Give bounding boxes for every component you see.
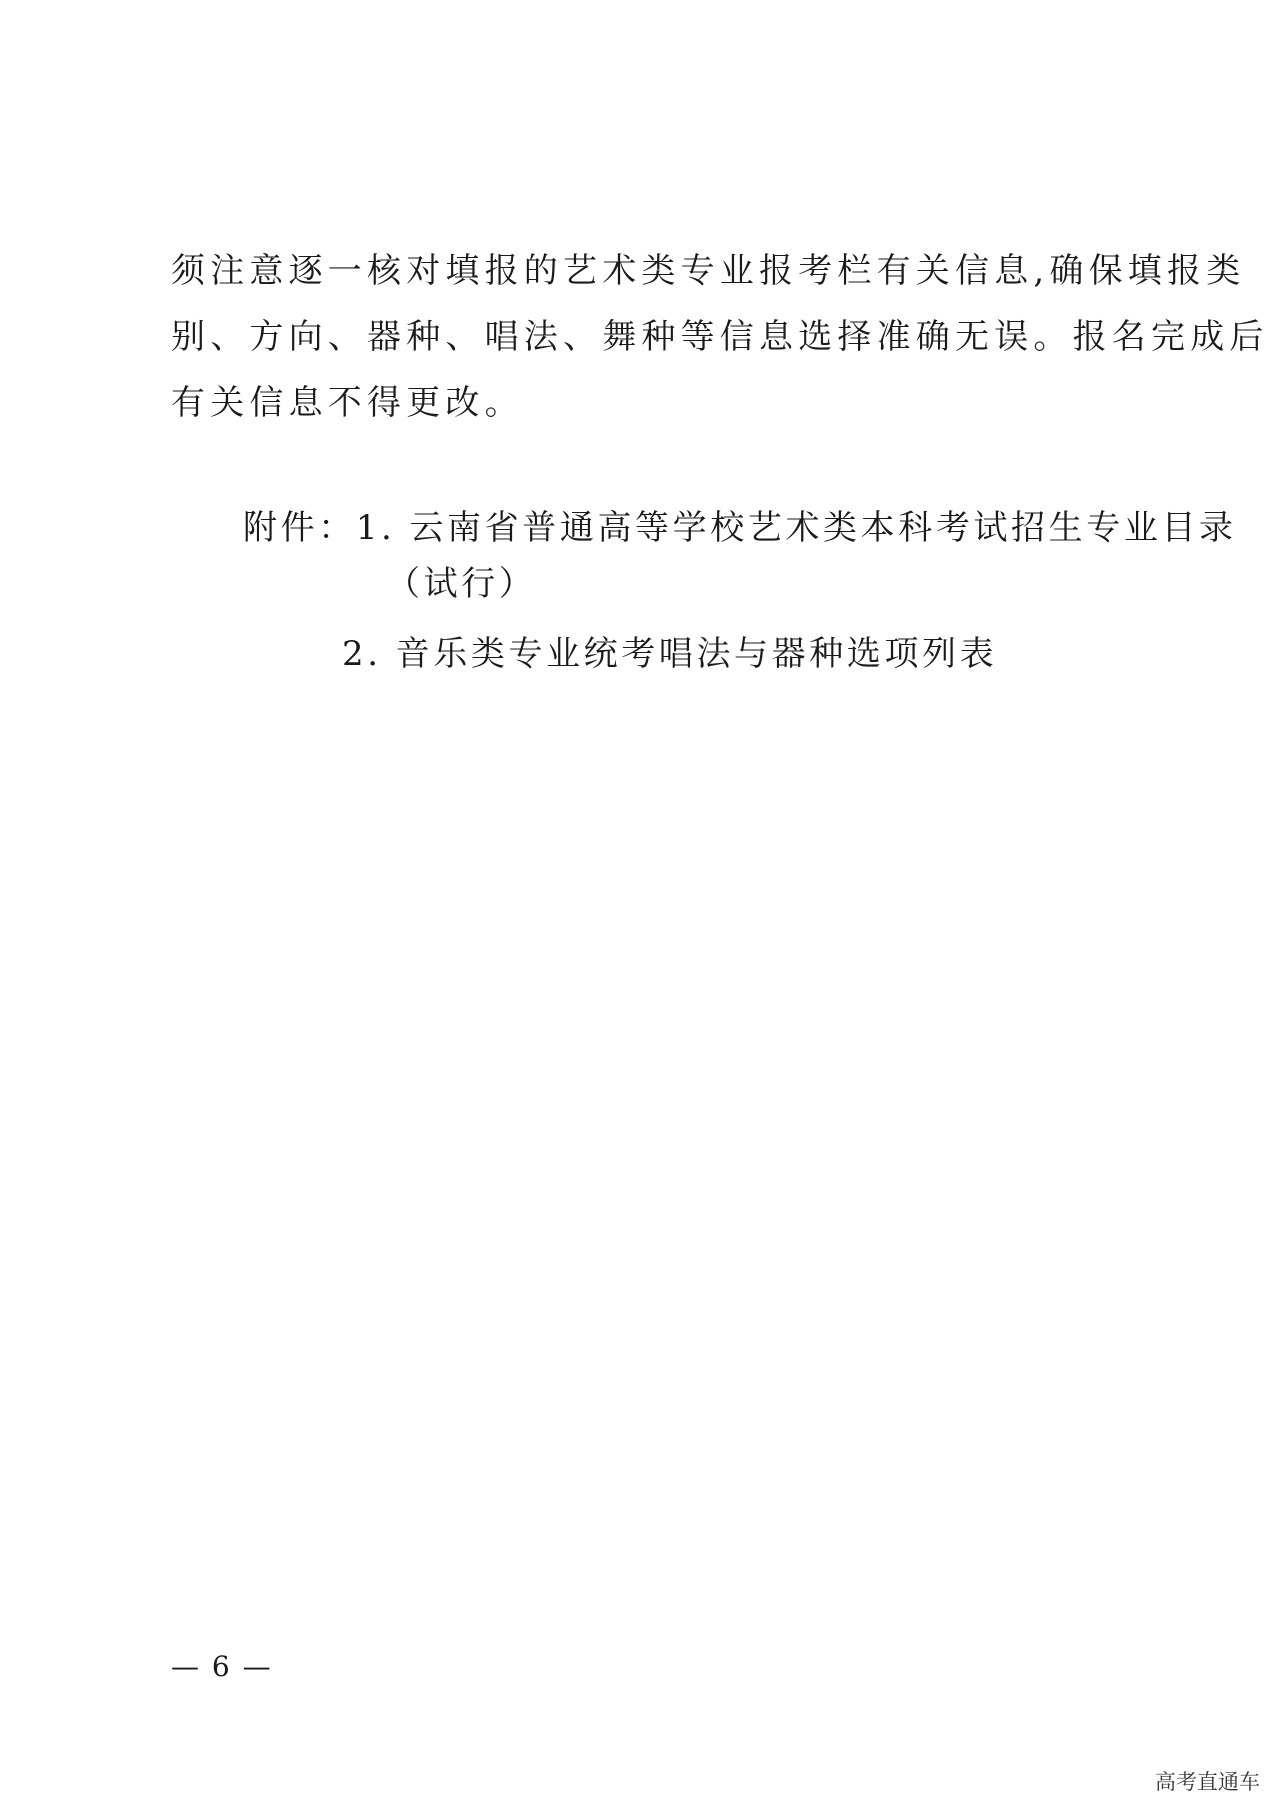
paragraph-line: 须注意逐一核对填报的艺术类专业报考栏有关信息,确保填报类: [171, 251, 1246, 291]
paragraph-line: 别、方向、器种、唱法、舞种等信息选择准确无误。报名完成后: [171, 317, 1269, 357]
attachment-number: 2.: [342, 634, 382, 674]
attachment-item-2: [243, 626, 1237, 682]
attachment-title: 云南省普通高等学校艺术类本科考试招生专业目录: [409, 508, 1237, 548]
page-number: — 6 —: [171, 1650, 273, 1683]
watermark: 高考直通车: [1155, 1770, 1260, 1794]
attachment-title-continuation: [243, 556, 1237, 612]
attachment-title-line2: （试行）: [386, 564, 537, 604]
attachments-label: 附件：: [243, 508, 356, 548]
attachment-title: 音乐类专业统考唱法与器种选项列表: [395, 634, 998, 674]
paragraph-line: 有关信息不得更改。: [171, 383, 524, 423]
attachments-list: [243, 500, 1237, 682]
body-paragraph: [171, 238, 1269, 436]
attachment-number: 1.: [355, 508, 396, 548]
attachment-item-1: [243, 500, 1237, 556]
